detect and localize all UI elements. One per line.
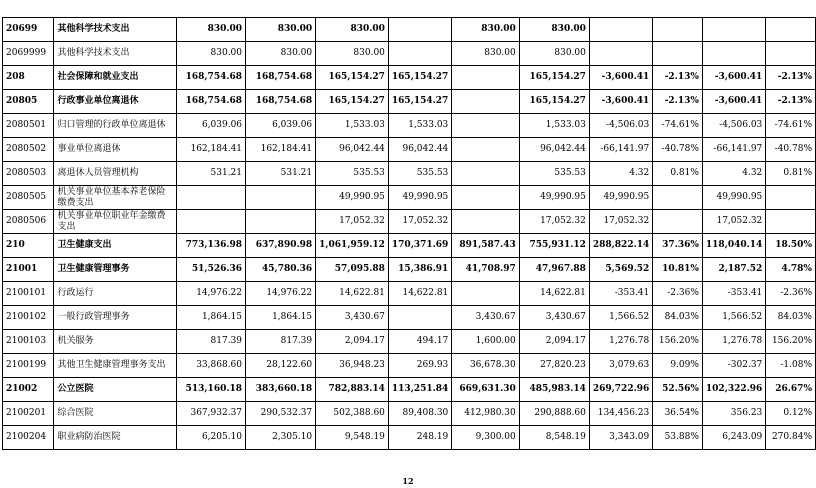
amount-cell: 118,040.14: [702, 234, 765, 258]
amount-cell: 49,990.95: [316, 186, 389, 210]
amount-cell: 49,990.95: [589, 186, 652, 210]
amount-cell: 6,205.10: [176, 426, 245, 450]
amount-cell: 288,822.14: [589, 234, 652, 258]
amount-cell: [176, 210, 245, 234]
amount-cell: 36.54%: [653, 402, 703, 426]
amount-cell: 162,184.41: [246, 138, 316, 162]
amount-cell: 14,622.81: [388, 282, 451, 306]
amount-cell: [388, 306, 451, 330]
amount-cell: 17,052.32: [388, 210, 451, 234]
amount-cell: -3,600.41: [589, 66, 652, 90]
amount-cell: 17,052.32: [519, 210, 589, 234]
amount-cell: 502,388.60: [316, 402, 389, 426]
subject-name-cell: 归口管理的行政单位离退休: [54, 114, 176, 138]
amount-cell: 14,976.22: [176, 282, 245, 306]
amount-cell: -3,600.41: [702, 66, 765, 90]
amount-cell: 6,039.06: [246, 114, 316, 138]
amount-cell: -2.13%: [653, 66, 703, 90]
amount-cell: 2,094.17: [519, 330, 589, 354]
amount-cell: 49,990.95: [388, 186, 451, 210]
table-row: [3, 210, 816, 234]
amount-cell: 168,754.68: [246, 90, 316, 114]
amount-cell: 15,386.91: [388, 258, 451, 282]
amount-cell: 531.21: [176, 162, 245, 186]
subject-code-cell: 210: [3, 234, 54, 258]
table-row: [3, 378, 816, 402]
amount-cell: [246, 210, 316, 234]
amount-cell: -2.13%: [766, 90, 816, 114]
amount-cell: 4.78%: [766, 258, 816, 282]
amount-cell: 45,780.36: [246, 258, 316, 282]
amount-cell: 170,371.69: [388, 234, 451, 258]
amount-cell: [702, 42, 765, 66]
table-row: [3, 354, 816, 378]
amount-cell: 830.00: [519, 18, 589, 42]
amount-cell: 0.81%: [653, 162, 703, 186]
amount-cell: 412,980.30: [452, 402, 519, 426]
amount-cell: 165,154.27: [388, 66, 451, 90]
amount-cell: 165,154.27: [316, 90, 389, 114]
subject-name-cell: 综合医院: [54, 402, 176, 426]
subject-code-cell: 208: [3, 66, 54, 90]
subject-name-cell: 其他卫生健康管理事务支出: [54, 354, 176, 378]
amount-cell: [702, 18, 765, 42]
amount-cell: [246, 186, 316, 210]
subject-code-cell: 2100101: [3, 282, 54, 306]
table-row: [3, 234, 816, 258]
subject-name-cell: 卫生健康支出: [54, 234, 176, 258]
amount-cell: 1,864.15: [176, 306, 245, 330]
subject-name-cell: 事业单位离退休: [54, 138, 176, 162]
table-row: [3, 258, 816, 282]
amount-cell: 817.39: [246, 330, 316, 354]
amount-cell: -2.36%: [653, 282, 703, 306]
amount-cell: 1,566.52: [702, 306, 765, 330]
amount-cell: 3,079.63: [589, 354, 652, 378]
amount-cell: 485,983.14: [519, 378, 589, 402]
subject-name-cell: 行政事业单位离退休: [54, 90, 176, 114]
amount-cell: -74.61%: [653, 114, 703, 138]
amount-cell: 1,533.03: [519, 114, 589, 138]
subject-code-cell: 20699: [3, 18, 54, 42]
page-number: 12: [402, 476, 414, 486]
amount-cell: 290,532.37: [246, 402, 316, 426]
amount-cell: 830.00: [246, 18, 316, 42]
subject-code-cell: 2100199: [3, 354, 54, 378]
amount-cell: 3,430.67: [452, 306, 519, 330]
amount-cell: 17,052.32: [702, 210, 765, 234]
amount-cell: 3,430.67: [316, 306, 389, 330]
amount-cell: 2,187.52: [702, 258, 765, 282]
amount-cell: -2.36%: [766, 282, 816, 306]
amount-cell: [452, 114, 519, 138]
amount-cell: 27,820.23: [519, 354, 589, 378]
amount-cell: 1,276.78: [589, 330, 652, 354]
amount-cell: -353.41: [589, 282, 652, 306]
amount-cell: 494.17: [388, 330, 451, 354]
subject-name-cell: 职业病防治医院: [54, 426, 176, 450]
amount-cell: -4,506.03: [702, 114, 765, 138]
amount-cell: 270.84%: [766, 426, 816, 450]
amount-cell: 6,243.09: [702, 426, 765, 450]
amount-cell: 102,322.96: [702, 378, 765, 402]
subject-code-cell: 20805: [3, 90, 54, 114]
amount-cell: 2,094.17: [316, 330, 389, 354]
subject-name-cell: 机关事业单位基本养老保险缴费支出: [54, 186, 176, 210]
subject-code-cell: 2100103: [3, 330, 54, 354]
amount-cell: [589, 42, 652, 66]
amount-cell: 6,039.06: [176, 114, 245, 138]
amount-cell: 49,990.95: [519, 186, 589, 210]
subject-code-cell: 2080503: [3, 162, 54, 186]
amount-cell: 18.50%: [766, 234, 816, 258]
amount-cell: 162,184.41: [176, 138, 245, 162]
subject-name-cell: 其他科学技术支出: [54, 42, 176, 66]
amount-cell: [766, 18, 816, 42]
amount-cell: 36,948.23: [316, 354, 389, 378]
amount-cell: 356.23: [702, 402, 765, 426]
amount-cell: 0.81%: [766, 162, 816, 186]
subject-name-cell: 社会保障和就业支出: [54, 66, 176, 90]
amount-cell: 96,042.44: [316, 138, 389, 162]
amount-cell: 9.09%: [653, 354, 703, 378]
amount-cell: 269,722.96: [589, 378, 652, 402]
amount-cell: [653, 186, 703, 210]
table-row: [3, 138, 816, 162]
amount-cell: -1.08%: [766, 354, 816, 378]
subject-code-cell: 2069999: [3, 42, 54, 66]
subject-code-cell: 21002: [3, 378, 54, 402]
subject-name-cell: 行政运行: [54, 282, 176, 306]
subject-code-cell: 2100201: [3, 402, 54, 426]
amount-cell: -40.78%: [766, 138, 816, 162]
amount-cell: -74.61%: [766, 114, 816, 138]
amount-cell: 5,569.52: [589, 258, 652, 282]
subject-name-cell: 机关服务: [54, 330, 176, 354]
table-row: [3, 426, 816, 450]
amount-cell: [589, 18, 652, 42]
amount-cell: 3,343.09: [589, 426, 652, 450]
amount-cell: 165,154.27: [519, 66, 589, 90]
amount-cell: [388, 42, 451, 66]
amount-cell: 17,052.32: [589, 210, 652, 234]
amount-cell: 782,883.14: [316, 378, 389, 402]
amount-cell: -66,141.97: [702, 138, 765, 162]
amount-cell: 1,061,959.12: [316, 234, 389, 258]
amount-cell: -353.41: [702, 282, 765, 306]
amount-cell: -3,600.41: [702, 90, 765, 114]
amount-cell: -2.13%: [653, 90, 703, 114]
amount-cell: 817.39: [176, 330, 245, 354]
amount-cell: 269.93: [388, 354, 451, 378]
amount-cell: 52.56%: [653, 378, 703, 402]
subject-code-cell: 2080502: [3, 138, 54, 162]
subject-name-cell: 卫生健康管理事务: [54, 258, 176, 282]
table-row: [3, 114, 816, 138]
amount-cell: -4,506.03: [589, 114, 652, 138]
amount-cell: 1,864.15: [246, 306, 316, 330]
amount-cell: 2,305.10: [246, 426, 316, 450]
amount-cell: 830.00: [452, 18, 519, 42]
amount-cell: -302.37: [702, 354, 765, 378]
amount-cell: [452, 162, 519, 186]
amount-cell: 535.53: [519, 162, 589, 186]
amount-cell: 168,754.68: [176, 66, 245, 90]
table-body: [3, 18, 816, 450]
amount-cell: 4.32: [702, 162, 765, 186]
table-row: [3, 66, 816, 90]
amount-cell: [452, 210, 519, 234]
amount-cell: 49,990.95: [702, 186, 765, 210]
amount-cell: [766, 210, 816, 234]
amount-cell: 165,154.27: [519, 90, 589, 114]
amount-cell: 1,533.03: [388, 114, 451, 138]
amount-cell: 89,408.30: [388, 402, 451, 426]
subject-code-cell: 2100102: [3, 306, 54, 330]
amount-cell: 51,526.36: [176, 258, 245, 282]
amount-cell: 9,300.00: [452, 426, 519, 450]
amount-cell: 36,678.30: [452, 354, 519, 378]
amount-cell: 0.12%: [766, 402, 816, 426]
subject-code-cell: 2080505: [3, 186, 54, 210]
amount-cell: 755,931.12: [519, 234, 589, 258]
amount-cell: 513,160.18: [176, 378, 245, 402]
subject-name-cell: 一般行政管理事务: [54, 306, 176, 330]
amount-cell: 53.88%: [653, 426, 703, 450]
amount-cell: 773,136.98: [176, 234, 245, 258]
amount-cell: 17,052.32: [316, 210, 389, 234]
amount-cell: 47,967.88: [519, 258, 589, 282]
amount-cell: 84.03%: [653, 306, 703, 330]
amount-cell: 383,660.18: [246, 378, 316, 402]
subject-code-cell: 2100204: [3, 426, 54, 450]
amount-cell: 669,631.30: [452, 378, 519, 402]
amount-cell: [766, 42, 816, 66]
amount-cell: -3,600.41: [589, 90, 652, 114]
amount-cell: 168,754.68: [246, 66, 316, 90]
table-row: [3, 330, 816, 354]
subject-code-cell: 2080506: [3, 210, 54, 234]
amount-cell: 1,566.52: [589, 306, 652, 330]
subject-name-cell: 公立医院: [54, 378, 176, 402]
amount-cell: [452, 186, 519, 210]
amount-cell: [176, 186, 245, 210]
amount-cell: [653, 42, 703, 66]
amount-cell: [452, 90, 519, 114]
amount-cell: [653, 210, 703, 234]
amount-cell: 14,976.22: [246, 282, 316, 306]
amount-cell: 168,754.68: [176, 90, 245, 114]
amount-cell: [452, 138, 519, 162]
amount-cell: 113,251.84: [388, 378, 451, 402]
table-row: [3, 42, 816, 66]
subject-name-cell: 机关事业单位职业年金缴费支出: [54, 210, 176, 234]
amount-cell: 535.53: [316, 162, 389, 186]
amount-cell: 637,890.98: [246, 234, 316, 258]
amount-cell: 9,548.19: [316, 426, 389, 450]
amount-cell: 165,154.27: [316, 66, 389, 90]
amount-cell: 165,154.27: [388, 90, 451, 114]
amount-cell: [452, 282, 519, 306]
amount-cell: 57,095.88: [316, 258, 389, 282]
amount-cell: 290,888.60: [519, 402, 589, 426]
subject-code-cell: 21001: [3, 258, 54, 282]
table-row: [3, 306, 816, 330]
amount-cell: 3,430.67: [519, 306, 589, 330]
amount-cell: 8,548.19: [519, 426, 589, 450]
amount-cell: 156.20%: [653, 330, 703, 354]
amount-cell: 84.03%: [766, 306, 816, 330]
amount-cell: 830.00: [519, 42, 589, 66]
amount-cell: [653, 18, 703, 42]
table-row: [3, 402, 816, 426]
table-row: [3, 186, 816, 210]
amount-cell: 156.20%: [766, 330, 816, 354]
amount-cell: [388, 18, 451, 42]
amount-cell: 33,868.60: [176, 354, 245, 378]
amount-cell: 830.00: [246, 42, 316, 66]
amount-cell: 891,587.43: [452, 234, 519, 258]
amount-cell: 248.19: [388, 426, 451, 450]
table-row: [3, 90, 816, 114]
subject-name-cell: 离退休人员管理机构: [54, 162, 176, 186]
amount-cell: 4.32: [589, 162, 652, 186]
amount-cell: 96,042.44: [388, 138, 451, 162]
amount-cell: 26.67%: [766, 378, 816, 402]
amount-cell: 134,456.23: [589, 402, 652, 426]
amount-cell: 1,276.78: [702, 330, 765, 354]
budget-table: [2, 17, 816, 450]
amount-cell: 830.00: [452, 42, 519, 66]
amount-cell: 37.36%: [653, 234, 703, 258]
amount-cell: 535.53: [388, 162, 451, 186]
amount-cell: -66,141.97: [589, 138, 652, 162]
amount-cell: [452, 66, 519, 90]
amount-cell: 830.00: [176, 18, 245, 42]
amount-cell: 531.21: [246, 162, 316, 186]
amount-cell: [766, 186, 816, 210]
amount-cell: -40.78%: [653, 138, 703, 162]
amount-cell: 1,533.03: [316, 114, 389, 138]
amount-cell: 830.00: [176, 42, 245, 66]
amount-cell: 14,622.81: [316, 282, 389, 306]
subject-code-cell: 2080501: [3, 114, 54, 138]
amount-cell: 28,122.60: [246, 354, 316, 378]
amount-cell: 14,622.81: [519, 282, 589, 306]
amount-cell: 367,932.37: [176, 402, 245, 426]
amount-cell: 41,708.97: [452, 258, 519, 282]
amount-cell: 10.81%: [653, 258, 703, 282]
amount-cell: -2.13%: [766, 66, 816, 90]
amount-cell: 1,600.00: [452, 330, 519, 354]
amount-cell: 830.00: [316, 18, 389, 42]
table-row: [3, 18, 816, 42]
amount-cell: 830.00: [316, 42, 389, 66]
subject-name-cell: 其他科学技术支出: [54, 18, 176, 42]
table-row: [3, 162, 816, 186]
table-row: [3, 282, 816, 306]
amount-cell: 96,042.44: [519, 138, 589, 162]
